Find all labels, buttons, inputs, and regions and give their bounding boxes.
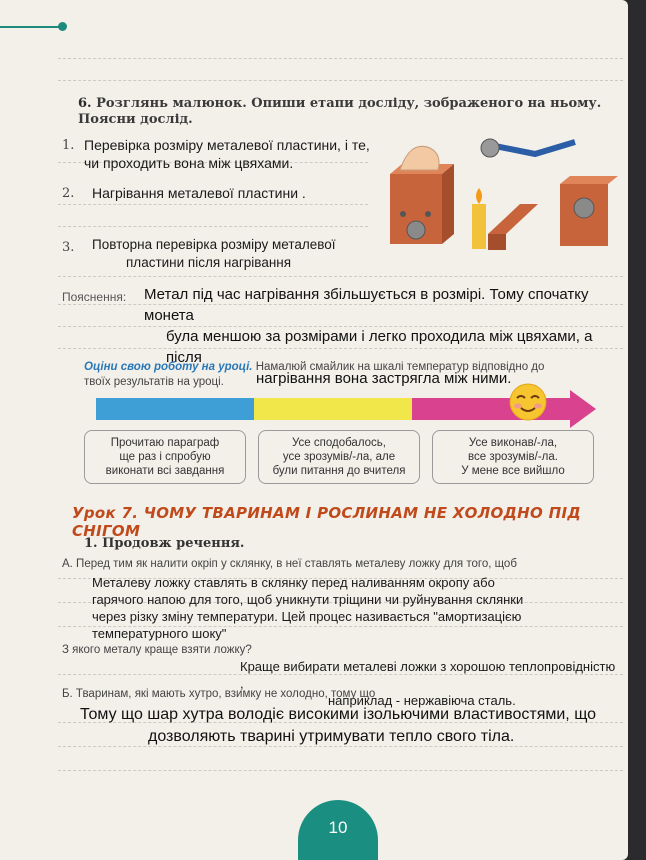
step-3-answer-line-2: пластини після нагрівання <box>126 255 292 270</box>
scale-arrow-icon <box>570 390 596 428</box>
metal-answer-line-1: Краще вибирати металеві ложки з хорошою теплопровідністю , <box>240 659 616 691</box>
lesson-subtitle: 1. Продовж речення. <box>84 536 245 551</box>
task-6-instruction: Розглянь малюнок. Опиши етапи досліду, зображеного на ньому. Поясни дослід. <box>78 96 602 127</box>
ruled-line <box>58 770 623 771</box>
question-a-answer-line-1: Металеву ложку ставлять в склянку перед наливанням окропу або <box>92 575 495 590</box>
scale-box-low-line-3: виконати всі завдання <box>105 465 225 477</box>
scale-box-mid-line-2: усе зрозумів/-ла, але <box>282 451 396 463</box>
self-check-text-1: Намалюй смайлик на шкалі температур відповідно до <box>255 361 545 373</box>
question-a-answer-line-2: гарячого напою для того, щоб уникнути тріщини чи руйнування склянки <box>92 592 524 607</box>
scale-box-high <box>432 430 594 484</box>
question-b-answer[interactable] <box>80 704 620 748</box>
step-1-answer[interactable] <box>84 136 384 172</box>
step-3-answer[interactable] <box>92 236 382 272</box>
question-a-answer[interactable] <box>92 574 622 642</box>
question-a-answer-line-4: температурного шоку" <box>92 626 227 641</box>
ruled-line <box>58 58 623 59</box>
explanation-line-2: була меншою за розмірами і легко проходила між цвяхами, а після <box>166 328 593 366</box>
scale-box-mid-line-3: були питання до вчителя <box>272 465 406 477</box>
hand-icon <box>400 146 439 170</box>
scale-box-low-line-2: ще раз і спробую <box>119 451 211 463</box>
page-number: 10 <box>298 800 378 860</box>
scale-segment-pink[interactable] <box>412 398 572 420</box>
scale-box-mid-line-1: Усе сподобалось, <box>292 437 386 449</box>
step-3-answer-line-1: Повторна перевірка розміру металевої <box>92 237 336 252</box>
smiley-face-icon <box>508 382 548 422</box>
ruled-line <box>58 276 623 277</box>
ruled-line <box>58 204 368 205</box>
header-accent-dot <box>58 22 67 31</box>
metal-answer-line-2: наприклад - нержавіюча сталь. <box>328 693 516 708</box>
scale-segment-yellow[interactable] <box>254 398 412 420</box>
candle <box>472 204 486 249</box>
step-3-number: 3. <box>62 240 75 255</box>
question-a-answer-line-3: через різку зміну температури. Цей процес називається "амортизацією <box>92 609 522 624</box>
scale-segment-blue[interactable] <box>96 398 254 420</box>
ruled-line <box>58 80 623 81</box>
step-1-answer-line-1: Перевірка розміру металевої пластини, і те, <box>84 137 370 153</box>
scale-box-high-line-1: Усе виконав/-ла, <box>468 437 558 449</box>
explanation-label: Пояснення: <box>62 290 127 304</box>
flame-icon <box>476 188 482 204</box>
step-2-answer[interactable]: Нагрівання металевої пластини . <box>92 185 306 201</box>
question-metal: З якого металу краще взяти ложку? <box>62 644 252 656</box>
explanation-line-3: нагрівання вона застрягла між ними. <box>256 370 512 387</box>
step-1-answer-line-2: чи проходить вона між цвяхами. <box>84 155 294 171</box>
question-a-prompt: А. Перед тим як налити окріп у склянку, в неї ставлять металеву ложку для того, щоб <box>62 558 517 570</box>
scale-box-low-line-1: Прочитаю параграф <box>110 437 220 449</box>
question-b-answer-line-1: Тому що шар хутра володіє високими ізольючими властивостями, що <box>80 706 597 723</box>
scale-box-mid <box>258 430 420 484</box>
task-6-title <box>78 96 618 128</box>
question-b-answer-line-2: дозволяють тварині утримувати тепло свого тіла. <box>148 728 515 745</box>
self-check-lead: Оціни свою роботу на уроці. <box>84 361 253 373</box>
metal-answer[interactable] <box>240 658 620 709</box>
task-6-number: 6. <box>78 96 92 111</box>
question-b-prompt: Б. Тваринам, які мають хутро, взимку не холодно, тому що <box>62 688 376 700</box>
scale-box-high-line-2: все зрозумів/-ла. <box>468 451 558 463</box>
step-1-number: 1. <box>62 138 75 153</box>
coin <box>407 221 425 239</box>
scale-box-high-line-3: У мене все вийшло <box>461 465 565 477</box>
scale-box-low <box>84 430 246 484</box>
self-check-text-2: твоїх результатів на уроці. <box>84 376 224 388</box>
ruled-line <box>58 226 368 227</box>
header-accent-line <box>0 26 62 28</box>
explanation-line-1: Метал під час нагрівання збільшується в розмірі. Тому спочатку монета <box>144 286 589 324</box>
lesson-title: Урок 7. ЧОМУ ТВАРИНАМ І РОСЛИНАМ НЕ ХОЛОДНО ПІД СНІГОМ <box>72 504 581 540</box>
step-2-number: 2. <box>62 186 75 201</box>
experiment-illustration <box>370 134 620 254</box>
